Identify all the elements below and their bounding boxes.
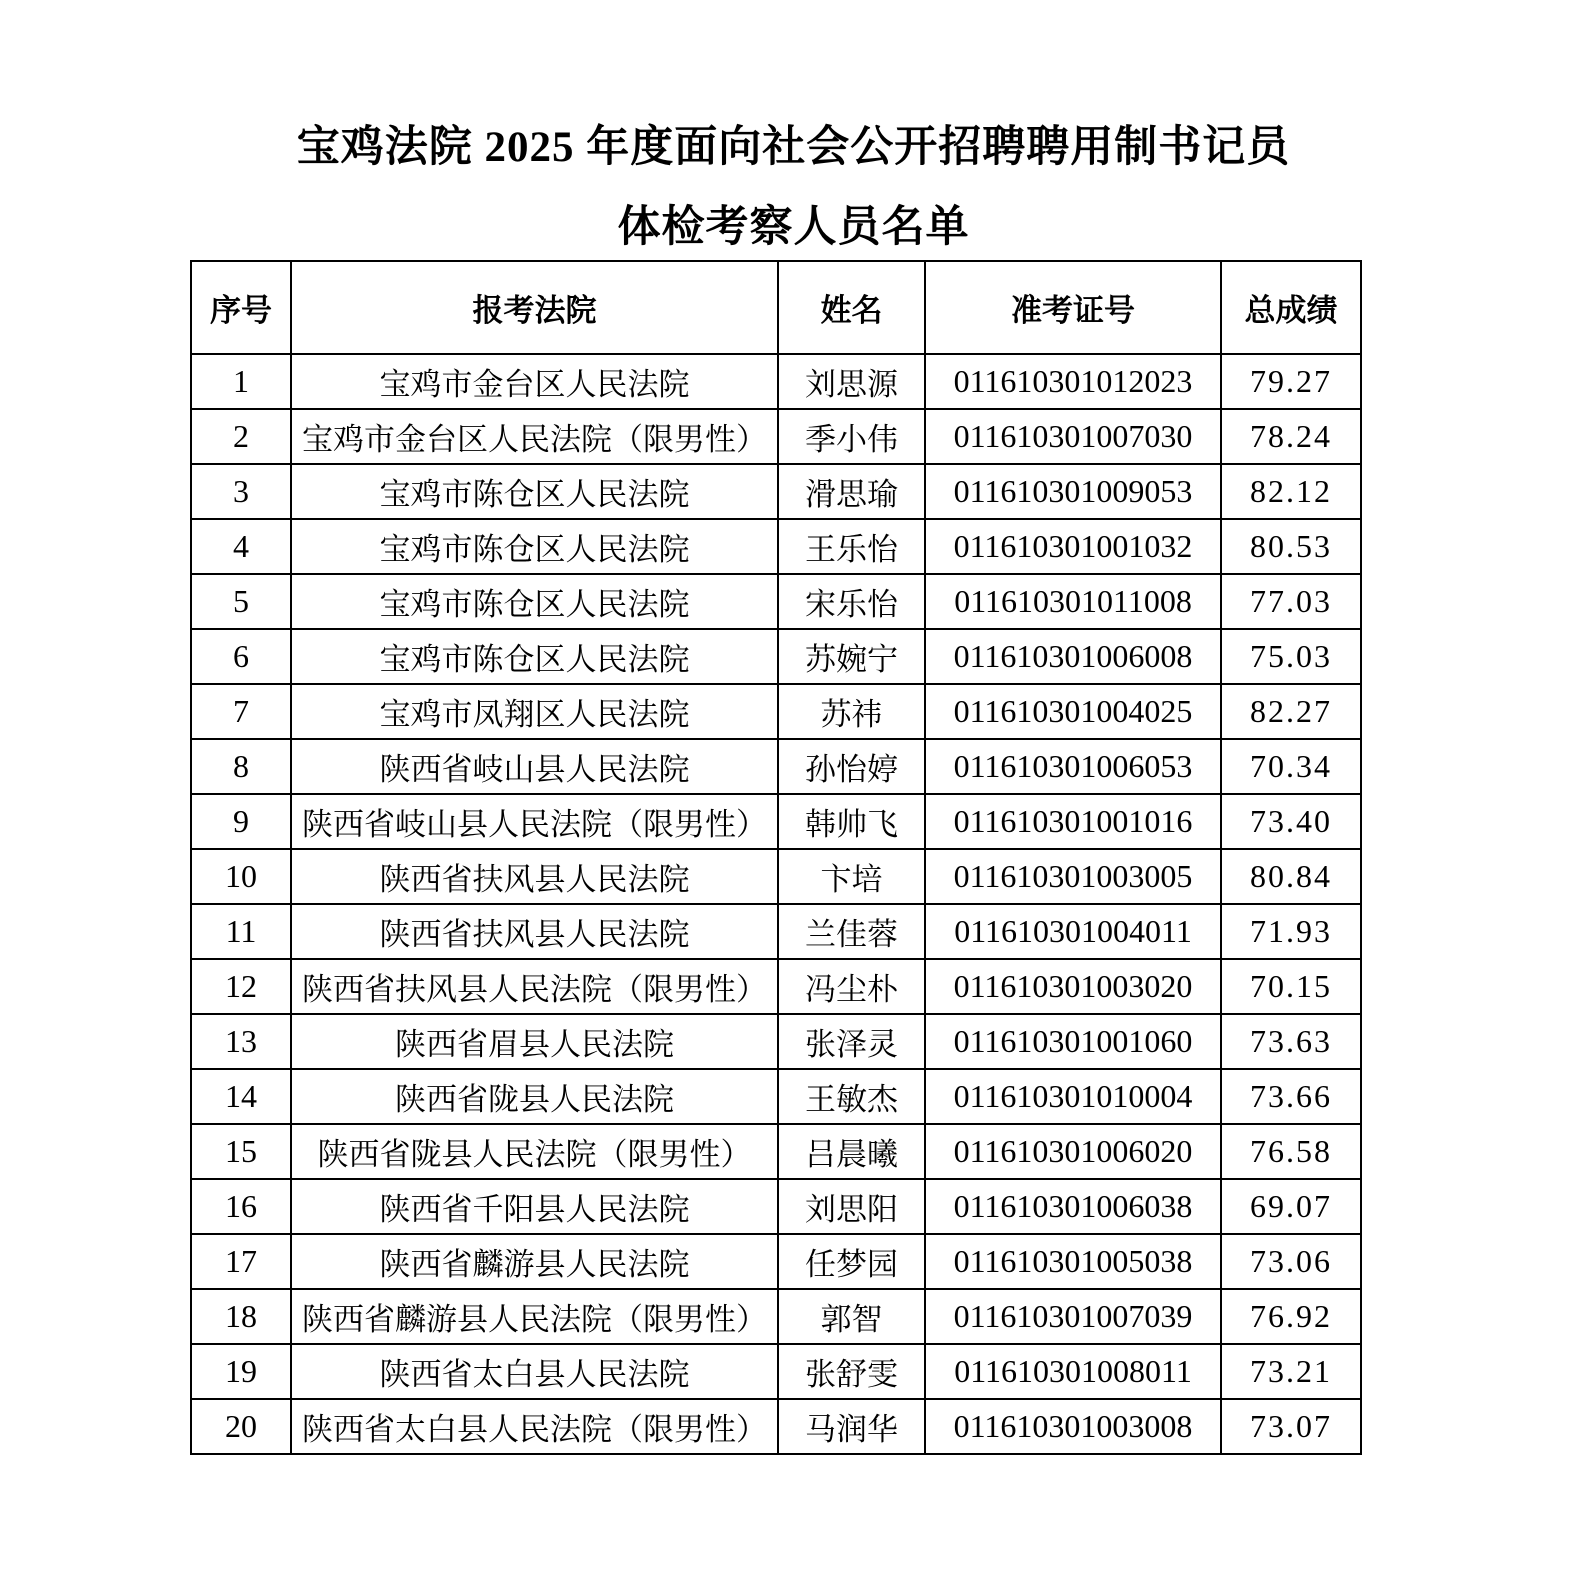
table-row	[191, 519, 1361, 574]
cell-court: 陕西省扶风县人民法院	[291, 849, 778, 904]
cell-ticket: 011610301001060	[925, 1014, 1221, 1069]
cell-name: 宋乐怡	[778, 574, 925, 629]
cell-court: 陕西省扶风县人民法院（限男性）	[291, 959, 778, 1014]
table-row	[191, 629, 1361, 684]
cell-score: 73.40	[1221, 794, 1361, 849]
cell-ticket: 011610301005038	[925, 1234, 1221, 1289]
cell-court: 宝鸡市陈仓区人民法院	[291, 464, 778, 519]
cell-ticket: 011610301008011	[925, 1344, 1221, 1399]
cell-seq: 4	[191, 519, 291, 574]
cell-score: 73.21	[1221, 1344, 1361, 1399]
table-row	[191, 794, 1361, 849]
cell-ticket: 011610301006053	[925, 739, 1221, 794]
cell-score: 76.92	[1221, 1289, 1361, 1344]
table-row	[191, 684, 1361, 739]
cell-name: 刘思源	[778, 354, 925, 409]
table-row	[191, 1014, 1361, 1069]
cell-seq: 14	[191, 1069, 291, 1124]
header-seq: 序号	[191, 261, 291, 354]
cell-seq: 8	[191, 739, 291, 794]
cell-ticket: 011610301009053	[925, 464, 1221, 519]
cell-name: 吕晨曦	[778, 1124, 925, 1179]
cell-seq: 15	[191, 1124, 291, 1179]
cell-seq: 2	[191, 409, 291, 464]
cell-name: 任梦园	[778, 1234, 925, 1289]
table-row	[191, 959, 1361, 1014]
cell-name: 刘思阳	[778, 1179, 925, 1234]
cell-name: 张舒雯	[778, 1344, 925, 1399]
cell-court: 陕西省陇县人民法院	[291, 1069, 778, 1124]
cell-name: 王乐怡	[778, 519, 925, 574]
cell-court: 陕西省千阳县人民法院	[291, 1179, 778, 1234]
cell-seq: 16	[191, 1179, 291, 1234]
cell-seq: 9	[191, 794, 291, 849]
cell-score: 78.24	[1221, 409, 1361, 464]
cell-ticket: 011610301001032	[925, 519, 1221, 574]
cell-ticket: 011610301003020	[925, 959, 1221, 1014]
cell-score: 73.66	[1221, 1069, 1361, 1124]
cell-score: 75.03	[1221, 629, 1361, 684]
cell-ticket: 011610301003005	[925, 849, 1221, 904]
cell-seq: 6	[191, 629, 291, 684]
cell-court: 宝鸡市陈仓区人民法院	[291, 629, 778, 684]
cell-score: 76.58	[1221, 1124, 1361, 1179]
cell-court: 宝鸡市金台区人民法院	[291, 354, 778, 409]
cell-court: 陕西省太白县人民法院（限男性）	[291, 1399, 778, 1454]
cell-name: 孙怡婷	[778, 739, 925, 794]
cell-ticket: 011610301010004	[925, 1069, 1221, 1124]
cell-seq: 1	[191, 354, 291, 409]
cell-ticket: 011610301001016	[925, 794, 1221, 849]
cell-ticket: 011610301007039	[925, 1289, 1221, 1344]
cell-seq: 7	[191, 684, 291, 739]
cell-seq: 10	[191, 849, 291, 904]
cell-ticket: 011610301012023	[925, 354, 1221, 409]
cell-score: 80.53	[1221, 519, 1361, 574]
table-header	[191, 261, 1361, 354]
table-row	[191, 1399, 1361, 1454]
cell-score: 82.27	[1221, 684, 1361, 739]
cell-name: 滑思瑜	[778, 464, 925, 519]
table-row	[191, 354, 1361, 409]
cell-court: 陕西省眉县人民法院	[291, 1014, 778, 1069]
table-row	[191, 1179, 1361, 1234]
table-row	[191, 1344, 1361, 1399]
cell-name: 韩帅飞	[778, 794, 925, 849]
cell-score: 70.15	[1221, 959, 1361, 1014]
table-row	[191, 1289, 1361, 1344]
table-row	[191, 739, 1361, 794]
cell-court: 宝鸡市凤翔区人民法院	[291, 684, 778, 739]
cell-name: 王敏杰	[778, 1069, 925, 1124]
cell-score: 80.84	[1221, 849, 1361, 904]
cell-name: 马润华	[778, 1399, 925, 1454]
cell-ticket: 011610301006038	[925, 1179, 1221, 1234]
cell-seq: 17	[191, 1234, 291, 1289]
table-body	[191, 354, 1361, 1454]
cell-court: 宝鸡市陈仓区人民法院	[291, 519, 778, 574]
cell-name: 兰佳蓉	[778, 904, 925, 959]
cell-seq: 3	[191, 464, 291, 519]
cell-score: 73.07	[1221, 1399, 1361, 1454]
header-ticket: 准考证号	[925, 261, 1221, 354]
cell-name: 郭智	[778, 1289, 925, 1344]
cell-seq: 5	[191, 574, 291, 629]
roster-table	[190, 260, 1362, 1455]
cell-court: 陕西省岐山县人民法院（限男性）	[291, 794, 778, 849]
cell-score: 77.03	[1221, 574, 1361, 629]
cell-score: 82.12	[1221, 464, 1361, 519]
table-row	[191, 1234, 1361, 1289]
header-name: 姓名	[778, 261, 925, 354]
table-row	[191, 904, 1361, 959]
cell-seq: 20	[191, 1399, 291, 1454]
cell-seq: 18	[191, 1289, 291, 1344]
cell-seq: 19	[191, 1344, 291, 1399]
table-row	[191, 1069, 1361, 1124]
cell-ticket: 011610301004025	[925, 684, 1221, 739]
header-row	[191, 261, 1361, 354]
cell-seq: 13	[191, 1014, 291, 1069]
cell-court: 宝鸡市陈仓区人民法院	[291, 574, 778, 629]
header-court: 报考法院	[291, 261, 778, 354]
table-row	[191, 464, 1361, 519]
cell-court: 宝鸡市金台区人民法院（限男性）	[291, 409, 778, 464]
cell-name: 苏祎	[778, 684, 925, 739]
cell-name: 苏婉宁	[778, 629, 925, 684]
table-row	[191, 849, 1361, 904]
header-score: 总成绩	[1221, 261, 1361, 354]
cell-score: 70.34	[1221, 739, 1361, 794]
cell-court: 陕西省麟游县人民法院	[291, 1234, 778, 1289]
cell-ticket: 011610301004011	[925, 904, 1221, 959]
document-title-line1: 宝鸡法院 2025 年度面向社会公开招聘聘用制书记员	[296, 124, 1291, 171]
cell-score: 69.07	[1221, 1179, 1361, 1234]
cell-score: 73.06	[1221, 1234, 1361, 1289]
cell-court: 陕西省太白县人民法院	[291, 1344, 778, 1399]
cell-name: 冯尘朴	[778, 959, 925, 1014]
cell-court: 陕西省麟游县人民法院（限男性）	[291, 1289, 778, 1344]
cell-ticket: 011610301003008	[925, 1399, 1221, 1454]
cell-score: 73.63	[1221, 1014, 1361, 1069]
cell-score: 71.93	[1221, 904, 1361, 959]
cell-name: 张泽灵	[778, 1014, 925, 1069]
cell-seq: 12	[191, 959, 291, 1014]
cell-name: 卞培	[778, 849, 925, 904]
document-title-line2: 体检考察人员名单	[617, 204, 970, 251]
cell-ticket: 011610301006008	[925, 629, 1221, 684]
table-row	[191, 1124, 1361, 1179]
table-row	[191, 574, 1361, 629]
cell-score: 79.27	[1221, 354, 1361, 409]
cell-ticket: 011610301007030	[925, 409, 1221, 464]
cell-ticket: 011610301011008	[925, 574, 1221, 629]
cell-court: 陕西省陇县人民法院（限男性）	[291, 1124, 778, 1179]
cell-seq: 11	[191, 904, 291, 959]
cell-name: 季小伟	[778, 409, 925, 464]
table-row	[191, 409, 1361, 464]
cell-ticket: 011610301006020	[925, 1124, 1221, 1179]
cell-court: 陕西省岐山县人民法院	[291, 739, 778, 794]
cell-court: 陕西省扶风县人民法院	[291, 904, 778, 959]
